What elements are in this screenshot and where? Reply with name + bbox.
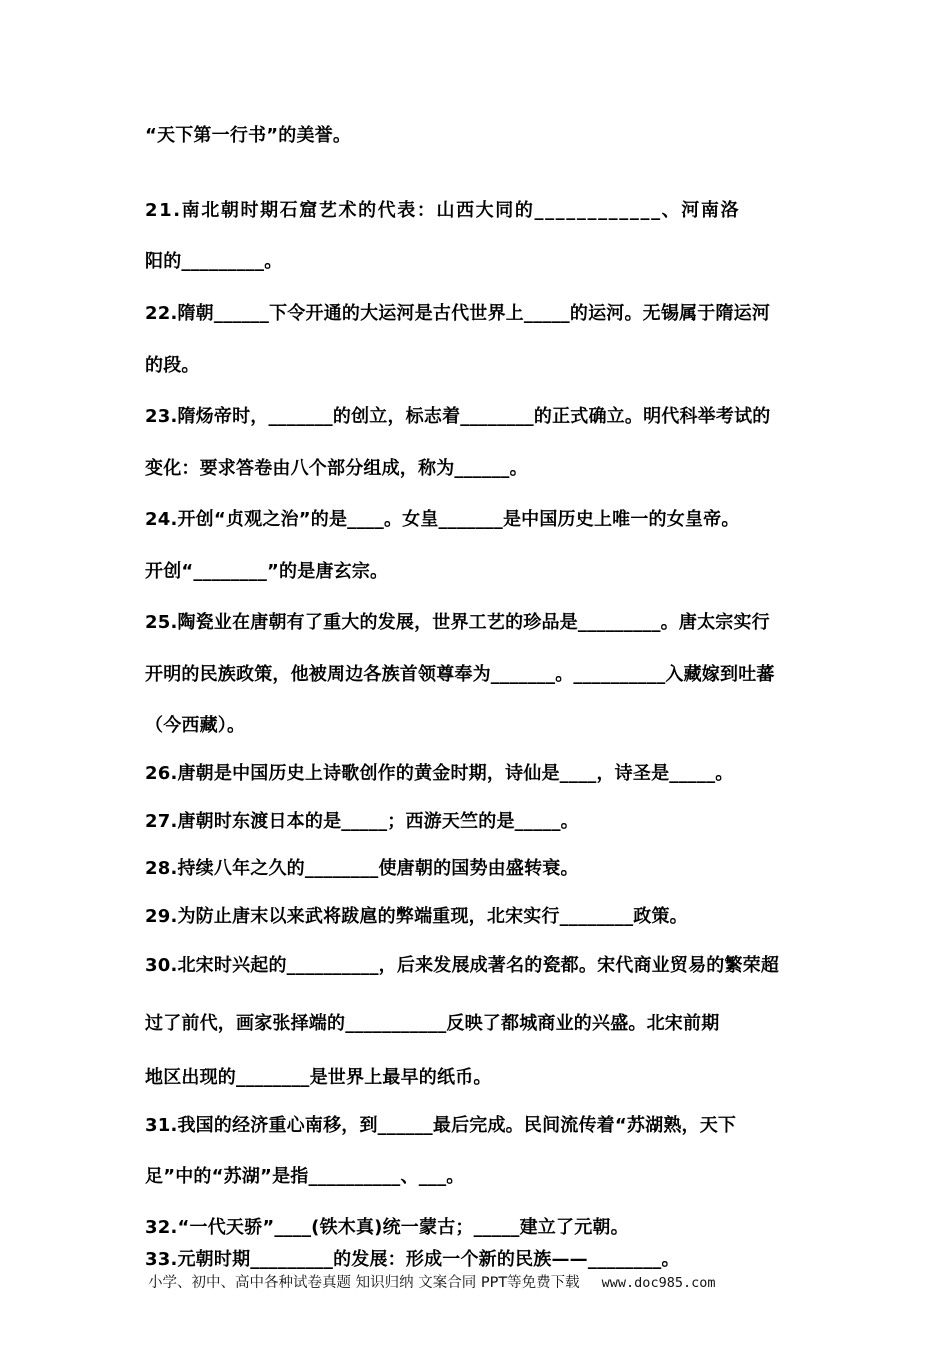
text-line: “天下第一行书”的美誉。 [145,125,352,146]
question-25-line-1: 25.陶瓷业在唐朝有了重大的发展，世界工艺的珍品是_________。唐太宗实行 [145,612,770,633]
question-23-line-1: 23.隋炀帝时，_______的创立，标志着________的正式确立。明代科举考试的 [145,406,771,427]
question-30-line-1: 30.北宋时兴起的__________，后来发展成著名的瓷都。宋代商业贸易的繁荣超 [145,955,780,976]
question-21-line-2: 阳的_________。 [145,251,283,272]
question-29-line: 29.为防止唐末以来武将跋扈的弊端重现，北宋实行________政策。 [145,906,688,927]
question-31-line-1: 31.我国的经济重心南移，到______最后完成。民间流传着“苏湖熟，天下 [145,1115,737,1136]
question-33-line: 33.元朝时期_________的发展：形成一个新的民族——________。 [145,1249,680,1270]
question-31-line-2: 足”中的“苏湖”是指__________、___。 [145,1166,465,1187]
question-22-line-2: 的段。 [145,355,200,376]
question-24-line-1: 24.开创“贞观之治”的是____。女皇_______是中国历史上唯一的女皇帝。 [145,509,740,530]
question-30-line-2: 过了前代，画家张择端的___________反映了都城商业的兴盛。北宋前期 [145,1013,720,1034]
question-22-line-1: 22.隋朝______下令开通的大运河是古代世界上_____的运河。无锡属于隋运河 [145,303,771,324]
footer-text: 小学、初中、高中各种试卷真题 知识归纳 文案合同 PPT等免费下载 [148,1275,580,1291]
question-30-line-3: 地区出现的________是世界上最早的纸币。 [145,1067,492,1088]
question-25-line-3: （今西藏）。 [145,715,246,736]
question-26-line: 26.唐朝是中国历史上诗歌创作的黄金时期，诗仙是____，诗圣是_____。 [145,763,734,784]
question-27-line: 27.唐朝时东渡日本的是_____；西游天竺的是_____。 [145,811,579,832]
question-23-line-2: 变化：要求答卷由八个部分组成，称为______。 [145,458,528,479]
question-25-line-2: 开明的民族政策，他被周边各族首领尊奉为_______。__________入藏嫁到吐蕃 [145,664,775,685]
question-32-line: 32.“一代天骄”____(铁木真)统一蒙古；_____建立了元朝。 [145,1217,629,1238]
footer-url[interactable]: www.doc985.com [601,1275,716,1291]
question-28-line: 28.持续八年之久的________使唐朝的国势由盛转衰。 [145,858,579,879]
question-24-line-2: 开创“________”的是唐玄宗。 [145,561,389,582]
question-21-line-1: 21.南北朝时期石窟艺术的代表：山西大同的____________、河南洛 [145,200,741,221]
page-footer [148,1273,715,1293]
